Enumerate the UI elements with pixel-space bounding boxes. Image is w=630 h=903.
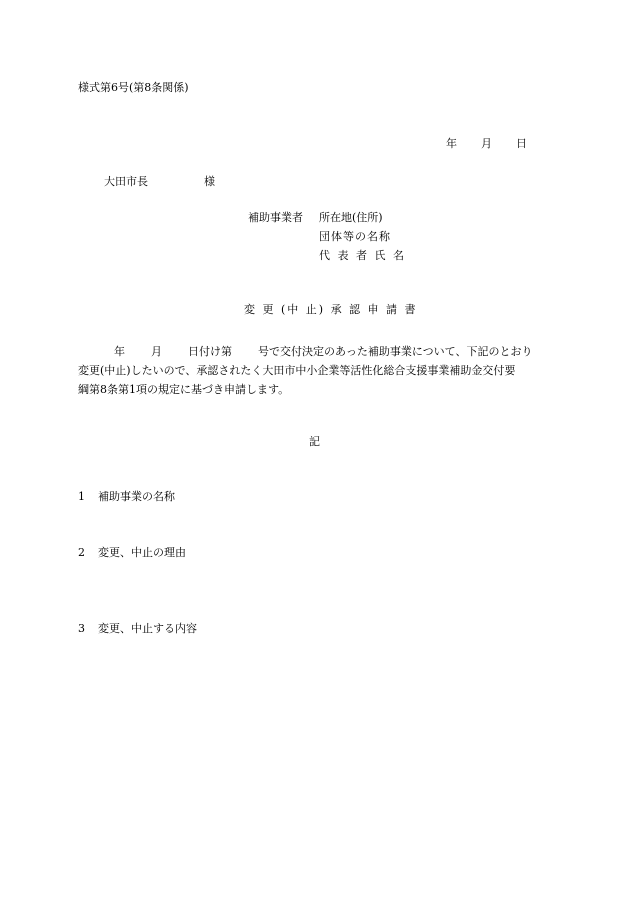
item-number: 2 bbox=[78, 546, 85, 559]
list-item bbox=[78, 491, 175, 502]
date-line bbox=[446, 138, 527, 149]
date-day-label: 日 bbox=[516, 137, 527, 150]
item-label: 補助事業の名称 bbox=[98, 490, 175, 503]
body-paragraph bbox=[78, 342, 558, 399]
list-item bbox=[78, 623, 197, 634]
addressee-honorific: 様 bbox=[204, 175, 215, 188]
body-dated: 日付け第 bbox=[188, 345, 232, 358]
item-label: 変更、中止する内容 bbox=[98, 622, 197, 635]
date-month-label: 月 bbox=[481, 137, 492, 150]
list-item bbox=[78, 547, 186, 558]
date-year-label: 年 bbox=[446, 137, 457, 150]
item-number: 1 bbox=[78, 490, 85, 503]
body-month: 月 bbox=[151, 345, 162, 358]
applicant-label: 補助事業者 bbox=[248, 211, 303, 224]
body-line1-rest: 号で交付決定のあった補助事業について、下記のとおり bbox=[258, 345, 533, 358]
document-title: 変 更 (中 止) 承 認 申 請 書 bbox=[244, 303, 418, 316]
item-label: 変更、中止の理由 bbox=[98, 546, 186, 559]
applicant-representative-label: 代 表 者 氏 名 bbox=[319, 249, 406, 262]
item-number: 3 bbox=[78, 622, 85, 635]
body-year: 年 bbox=[114, 345, 125, 358]
addressee-name: 大田市長 bbox=[104, 175, 148, 188]
ki-heading: 記 bbox=[309, 435, 320, 448]
body-line-1 bbox=[78, 342, 558, 361]
body-line-2: 変更(中止)したいので、承認されたく大田市中小企業等活性化総合支援事業補助金交付要 bbox=[78, 364, 516, 377]
addressee bbox=[104, 176, 215, 187]
body-line-3: 綱第8条第1項の規定に基づき申請します。 bbox=[78, 383, 290, 396]
applicant-address-label: 所在地(住所) bbox=[319, 211, 383, 224]
applicant-organization-label: 団体等の名称 bbox=[319, 230, 391, 243]
form-number: 様式第6号(第8条関係) bbox=[78, 81, 189, 94]
